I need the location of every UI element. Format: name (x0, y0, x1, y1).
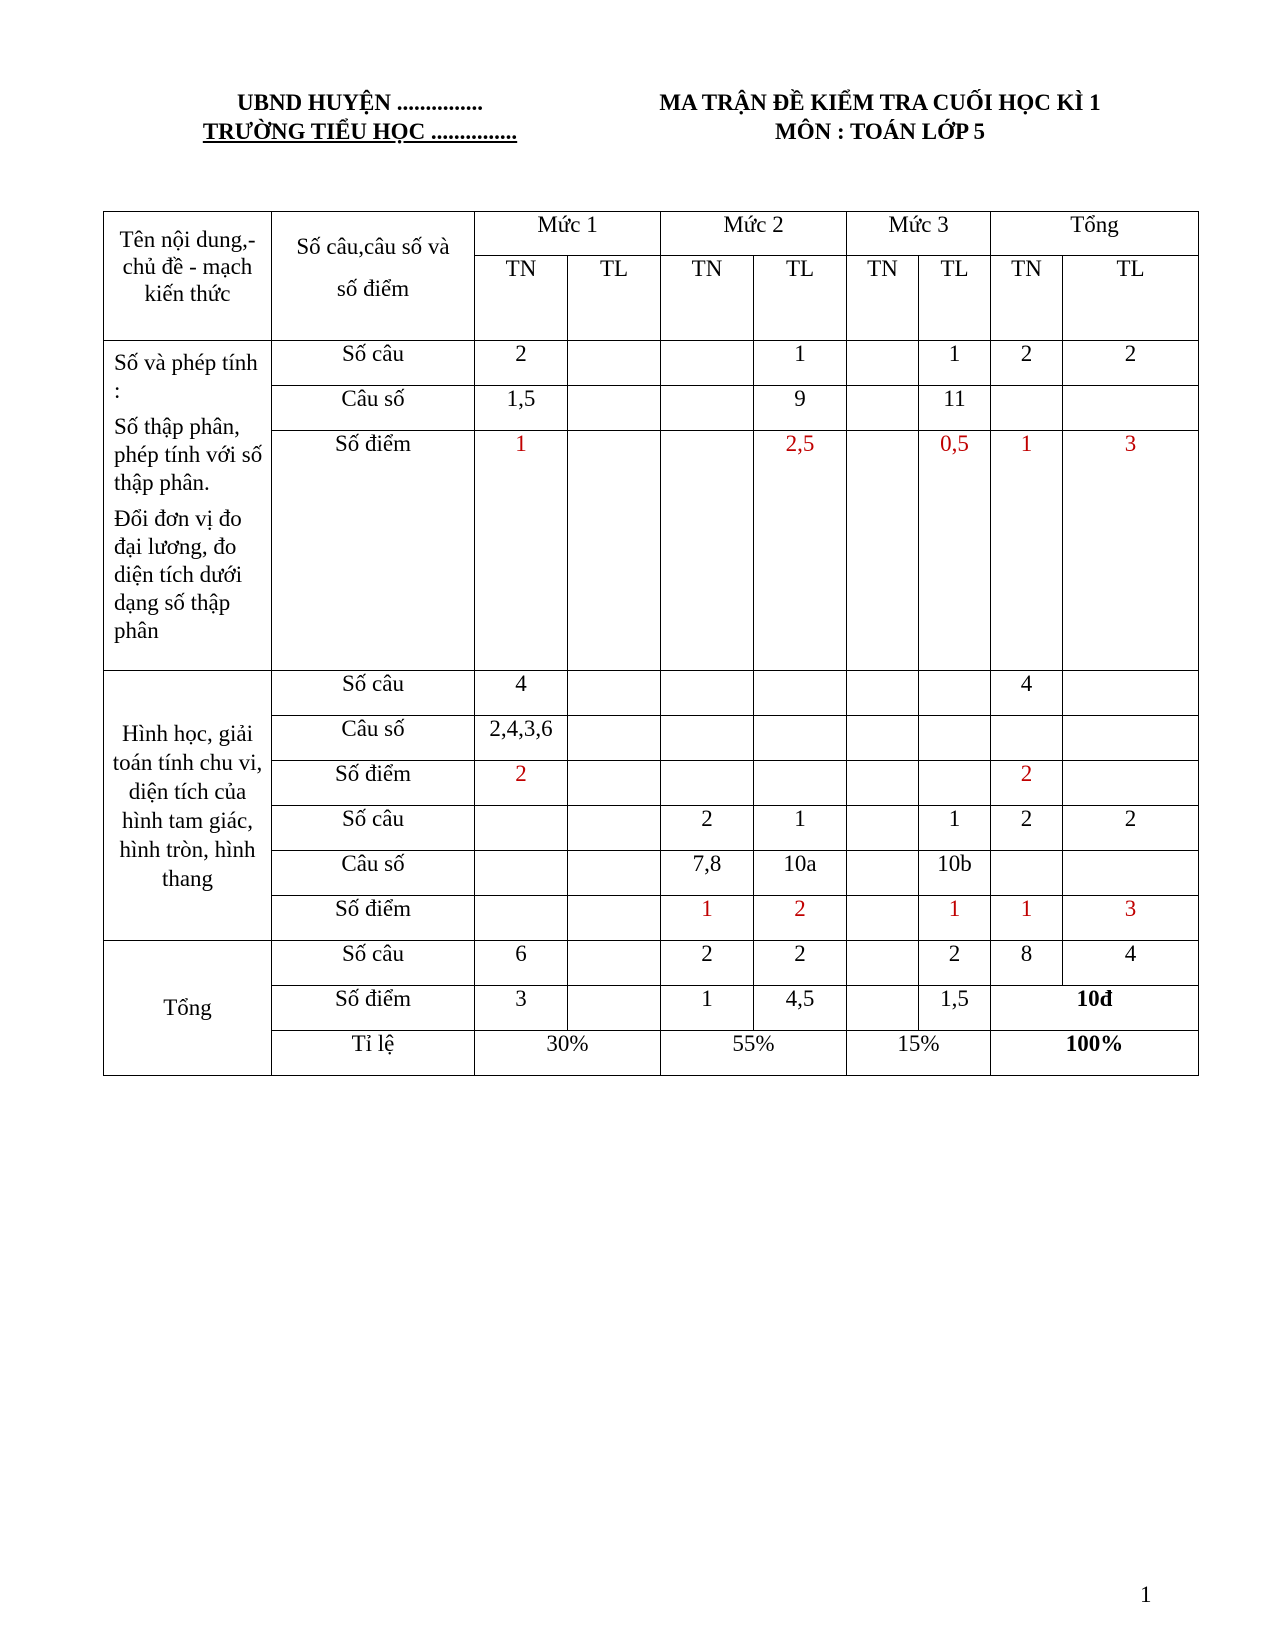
value-cell: 10a (754, 851, 847, 896)
row-label: Số điểm (272, 986, 475, 1031)
row-label: Số câu (272, 671, 475, 716)
score-cell: 0,5 (919, 431, 991, 671)
value-cell: 1,5 (919, 986, 991, 1031)
value-cell: 6 (475, 941, 568, 986)
value-cell (661, 386, 754, 431)
value-cell (568, 986, 661, 1031)
score-cell: 1 (991, 896, 1063, 941)
topic-numbers-decimals: Số thập phân, phép tính với số thập phân. (114, 414, 263, 495)
topic-numbers-units: Đổi đơn vị đo đại lương, đo diện tích dưới dạng số thập phân (114, 506, 243, 643)
value-cell (991, 851, 1063, 896)
value-cell (754, 716, 847, 761)
row-label: Câu số (272, 386, 475, 431)
school-header (160, 88, 560, 146)
ratio-cell: 30% (475, 1031, 661, 1076)
school-line: TRƯỜNG TIỂU HỌC ............... (202, 119, 518, 144)
score-cell: 2 (754, 896, 847, 941)
score-cell: 3 (1063, 431, 1199, 671)
total-score-cell: 10đ (991, 986, 1199, 1031)
score-cell: 1 (991, 431, 1063, 671)
value-cell: 8 (991, 941, 1063, 986)
score-cell (1063, 761, 1199, 806)
value-cell (568, 851, 661, 896)
value-cell: 1,5 (475, 386, 568, 431)
document-title (620, 88, 1140, 146)
header-type: Số câu,câu số và số điểm (272, 212, 475, 341)
header-tl: TL (1063, 256, 1199, 341)
score-cell: 2,5 (754, 431, 847, 671)
value-cell (475, 806, 568, 851)
header-tn: TN (991, 256, 1063, 341)
page-number: 1 (1140, 1582, 1152, 1607)
ratio-cell: 15% (847, 1031, 991, 1076)
value-cell (847, 341, 919, 386)
value-cell (847, 716, 919, 761)
row-label: Số điểm (272, 431, 475, 671)
district-line: UBND HUYỆN ............... (237, 90, 483, 115)
row-label: Số câu (272, 806, 475, 851)
value-cell: 9 (754, 386, 847, 431)
score-cell (475, 896, 568, 941)
header-level-1: Mức 1 (475, 212, 661, 256)
value-cell: 2 (919, 941, 991, 986)
score-cell: 3 (1063, 896, 1199, 941)
header-level-3: Mức 3 (847, 212, 991, 256)
value-cell: 4 (1063, 941, 1199, 986)
value-cell (475, 851, 568, 896)
title-line: MA TRẬN ĐỀ KIỂM TRA CUỐI HỌC KÌ 1 (659, 90, 1101, 115)
score-cell (919, 761, 991, 806)
score-cell (847, 431, 919, 671)
score-cell: 1 (661, 896, 754, 941)
value-cell (1063, 671, 1199, 716)
value-cell: 2 (1063, 341, 1199, 386)
value-cell: 1 (919, 341, 991, 386)
value-cell (1063, 851, 1199, 896)
header-level-2: Mức 2 (661, 212, 847, 256)
header-tl: TL (568, 256, 661, 341)
header-topic: Tên nội dung,- chủ đề - mạch kiến thức (104, 212, 272, 341)
score-cell (754, 761, 847, 806)
value-cell (991, 386, 1063, 431)
score-cell (661, 431, 754, 671)
value-cell: 1 (754, 806, 847, 851)
value-cell: 2 (754, 941, 847, 986)
value-cell (568, 341, 661, 386)
table-row (104, 671, 1199, 716)
row-label: Số điểm (272, 896, 475, 941)
value-cell: 2 (475, 341, 568, 386)
value-cell (568, 671, 661, 716)
header-tl: TL (919, 256, 991, 341)
header-tn: TN (661, 256, 754, 341)
table-row (104, 941, 1199, 986)
score-cell (568, 431, 661, 671)
value-cell (661, 671, 754, 716)
topic-numbers (104, 341, 272, 671)
value-cell (919, 716, 991, 761)
score-cell: 2 (475, 761, 568, 806)
value-cell (991, 716, 1063, 761)
value-cell: 1 (754, 341, 847, 386)
score-cell: 2 (991, 761, 1063, 806)
value-cell: 1 (661, 986, 754, 1031)
score-cell (568, 761, 661, 806)
value-cell: 4 (475, 671, 568, 716)
value-cell (754, 671, 847, 716)
value-cell: 3 (475, 986, 568, 1031)
subject-line: MÔN : TOÁN LỚP 5 (775, 119, 985, 144)
ratio-cell: 55% (661, 1031, 847, 1076)
value-cell: 1 (919, 806, 991, 851)
score-cell: 1 (475, 431, 568, 671)
value-cell: 10b (919, 851, 991, 896)
value-cell (568, 941, 661, 986)
topic-geometry: Hình học, giải toán tính chu vi, diện tích của hình tam giác, hình tròn, hình thang (104, 671, 272, 941)
score-cell (847, 761, 919, 806)
row-label: Câu số (272, 716, 475, 761)
topic-numbers-title: Số và phép tính : (114, 350, 258, 403)
value-cell: 2 (991, 806, 1063, 851)
value-cell: 2 (661, 806, 754, 851)
header-total: Tổng (991, 212, 1199, 256)
value-cell: 2 (1063, 806, 1199, 851)
value-cell (847, 851, 919, 896)
score-cell (568, 896, 661, 941)
table-row (104, 341, 1199, 386)
header-tl: TL (754, 256, 847, 341)
value-cell (568, 716, 661, 761)
value-cell (1063, 386, 1199, 431)
ratio-total-cell: 100% (991, 1031, 1199, 1076)
value-cell: 4,5 (754, 986, 847, 1031)
value-cell: 2,4,3,6 (475, 716, 568, 761)
row-label: Câu số (272, 851, 475, 896)
total-label: Tổng (104, 941, 272, 1076)
value-cell (661, 716, 754, 761)
value-cell (847, 941, 919, 986)
value-cell (847, 671, 919, 716)
value-cell: 7,8 (661, 851, 754, 896)
row-label: Tỉ lệ (272, 1031, 475, 1076)
score-cell: 1 (919, 896, 991, 941)
row-label: Số câu (272, 341, 475, 386)
value-cell (847, 806, 919, 851)
header-tn: TN (475, 256, 568, 341)
value-cell (1063, 716, 1199, 761)
value-cell (661, 341, 754, 386)
value-cell: 4 (991, 671, 1063, 716)
value-cell (568, 806, 661, 851)
row-label: Số điểm (272, 761, 475, 806)
value-cell: 2 (991, 341, 1063, 386)
value-cell (919, 671, 991, 716)
value-cell: 11 (919, 386, 991, 431)
test-matrix-table (103, 211, 1199, 1076)
value-cell (568, 386, 661, 431)
score-cell (661, 761, 754, 806)
value-cell: 2 (661, 941, 754, 986)
value-cell (847, 986, 919, 1031)
score-cell (847, 896, 919, 941)
value-cell (847, 386, 919, 431)
row-label: Số câu (272, 941, 475, 986)
header-tn: TN (847, 256, 919, 341)
